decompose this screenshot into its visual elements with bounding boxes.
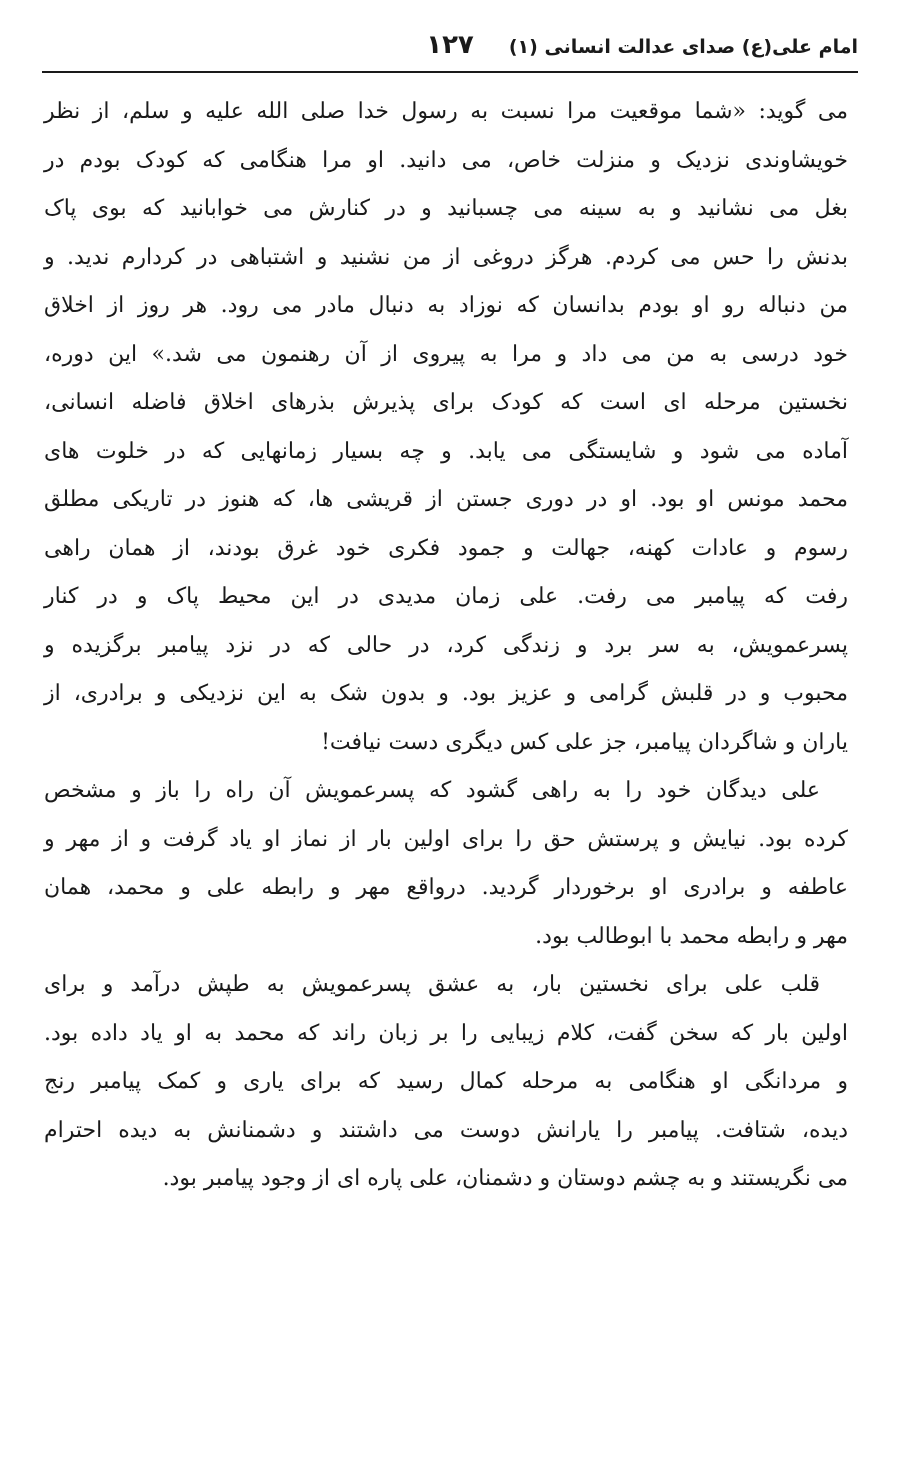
text-line: قلب علی برای نخستین بار، به عشق پسرعمویش به طپش درآمد و برای <box>44 972 820 997</box>
text-line: اولین بار که سخن گفت، کلام زیبایی را بر زبان راند که محمد به او یاد داده بود. <box>44 1020 848 1046</box>
body-text <box>44 88 848 1204</box>
paragraph-2 <box>44 767 848 961</box>
text-line: یاران و شاگردان پیامبر، جز علی کس دیگری دست نیافت! <box>321 729 848 755</box>
text-line: محبوب و در قلبش گرامی و عزیز بود. و بدون شک به این نزدیکی و برادری، از <box>44 681 848 706</box>
text-line: خود درسی به من می داد و مرا به پیروی از آن رهنمون می شد.» این دوره، <box>44 341 848 367</box>
text-line: و مردانگی او هنگامی به مرحله کمال رسید که برای یاری و کمک پیامبر رنج <box>44 1069 848 1094</box>
running-header-title: امام علی(ع) صدای عدالت انسانی (۱) <box>508 36 858 58</box>
text-line: می گوید: «شما موقعیت مرا نسبت به رسول خدا صلی الله علیه و سلم، از نظر <box>44 99 848 124</box>
text-line: بغل می نشانید و به سینه می چسبانید و در کنارش می خوابانید که بوی پاک <box>44 196 849 221</box>
text-line: آماده می شود و شایستگی می یابد. و چه بسیار زمانهایی که در خلوت های <box>44 438 848 464</box>
text-line: دیده، شتافت. پیامبر را یارانش دوست می داشتند و دشمنانش به دیده احترام <box>44 1117 848 1143</box>
running-header <box>42 30 858 70</box>
text-line: علی دیدگان خود را به راهی گشود که پسرعمویش آن راه را باز و مشخص <box>44 778 820 803</box>
header-divider <box>42 71 858 73</box>
text-line: مهر و رابطه محمد با ابوطالب بود. <box>535 923 848 949</box>
text-line: پسرعمویش، به سر برد و زندگی کرد، در حالی که در نزد پیامبر برگزیده و <box>44 632 848 658</box>
text-line: رفت که پیامبر می رفت. علی زمان مدیدی در این محیط پاک و در کنار <box>44 584 848 609</box>
text-line: خویشاوندی نزدیک و منزلت خاص، می دانید. او مرا هنگامی که کودک بودم در <box>44 147 848 173</box>
text-line: می نگریستند و به چشم دوستان و دشمنان، علی پاره ای از وجود پیامبر بود. <box>162 1166 848 1191</box>
text-line: عاطفه و برادری او برخوردار گردید. درواقع مهر و رابطه علی و محمد، همان <box>44 875 848 900</box>
page-number: ۱۲۷ <box>426 30 474 60</box>
text-line: نخستین مرحله ای است که کودک برای پذیرش بذرهای اخلاق فاضله انسانی، <box>44 390 848 415</box>
text-line: بدنش را حس می کردم. هرگز دروغی از من نشنید و اشتباهی در کردارم ندید. و <box>44 244 848 270</box>
paragraph-3 <box>44 961 848 1204</box>
paragraph-1 <box>44 88 848 767</box>
text-line: رسوم و عادات کهنه، جهالت و جمود فکری خود غرق بودند، از همان راهی <box>44 535 848 561</box>
text-line: محمد مونس او بود. او در دوری جستن از قریشی ها، که هنوز در تاریکی مطلق <box>44 487 848 512</box>
text-line: کرده بود. نیایش و پرستش حق را برای اولین بار از نماز او یاد گرفت و از مهر و <box>44 826 848 852</box>
text-line: من دنباله رو او بودم بدانسان که نوزاد به دنبال مادر می رود. هر روز از اخلاق <box>44 293 848 318</box>
